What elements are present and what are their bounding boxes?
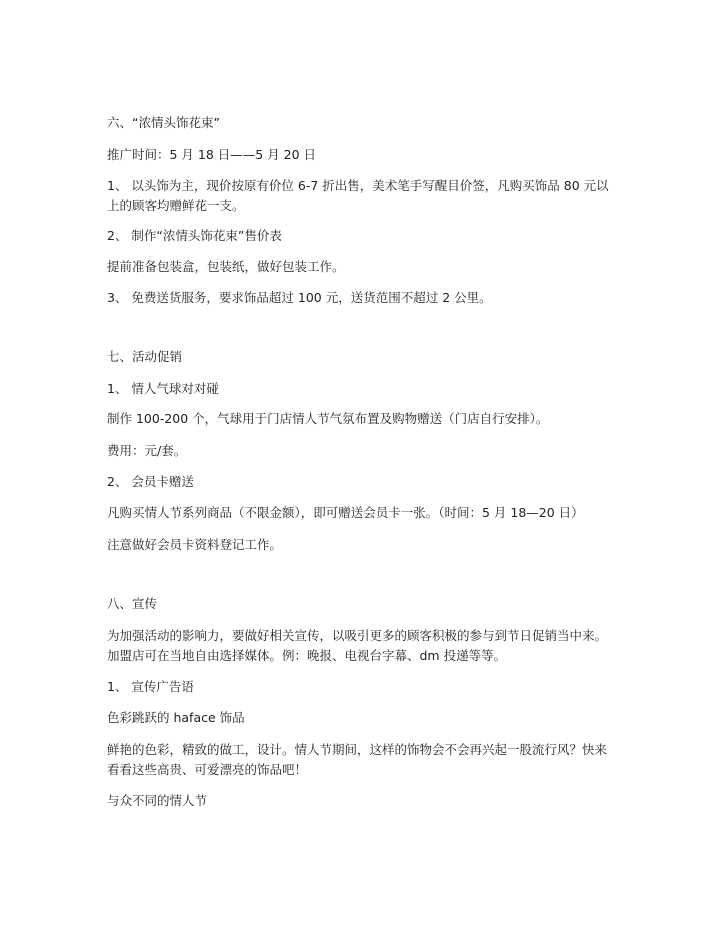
section-7-item-2: 2、 会员卡赠送 — [107, 474, 194, 489]
section-7-item-1: 1、 情人气球对对碰 — [107, 381, 219, 396]
section-7-item-1-cost: 费用：元/套。 — [107, 443, 187, 458]
slogan-1-title: 色彩跳跃的 haface 饰品 — [107, 710, 245, 725]
section-6-heading: 六、“浓情头饰花束” — [107, 115, 220, 130]
section-6-promo-date: 推广时间：5 月 18 日——5 月 20 日 — [107, 147, 317, 162]
section-6-item-1: 1、 以头饰为主，现价按原有价位 6-7 折出售，美术笔手写醒目价签，凡购买饰品 80 元以上的顾客均赠鲜花一支。 — [107, 178, 609, 213]
slogan-1-text: 鲜艳的色彩，精致的做工，设计。情人节期间，这样的饰物会不会再兴起一股流行风？快来看看这些高贵、可爱漂亮的饰品吧！ — [107, 742, 608, 777]
section-6-item-3: 3、 免费送货服务，要求饰品超过 100 元，送货范围不超过 2 公里。 — [107, 290, 492, 305]
section-8-heading: 八、宣传 — [107, 596, 158, 611]
section-7-heading: 七、活动促销 — [107, 349, 183, 364]
section-6-item-2: 2、 制作“浓情头饰花束”售价表 — [107, 228, 282, 243]
section-6-item-2-detail: 提前准备包装盒，包装纸，做好包装工作。 — [107, 259, 345, 274]
section-8-intro: 为加强活动的影响力，要做好相关宣传，以吸引更多的顾客积极的参与到节日促销当中来。加盟店可在当地自由选择媒体。例：晚报、电视台字幕、dm 投递等等。 — [107, 628, 608, 663]
slogan-2-title: 与众不同的情人节 — [107, 793, 208, 808]
section-7-item-2-detail: 凡购买情人节系列商品（不限金额），即可赠送会员卡一张。（时间：5 月 18—20 日） — [107, 505, 584, 520]
section-7-item-2-note: 注意做好会员卡资料登记工作。 — [107, 537, 283, 552]
section-7-item-1-detail: 制作 100-200 个，气球用于门店情人节气氛布置及购物赠送（门店自行安排）。 — [107, 411, 549, 426]
section-8-item-1: 1、 宣传广告语 — [107, 679, 194, 694]
